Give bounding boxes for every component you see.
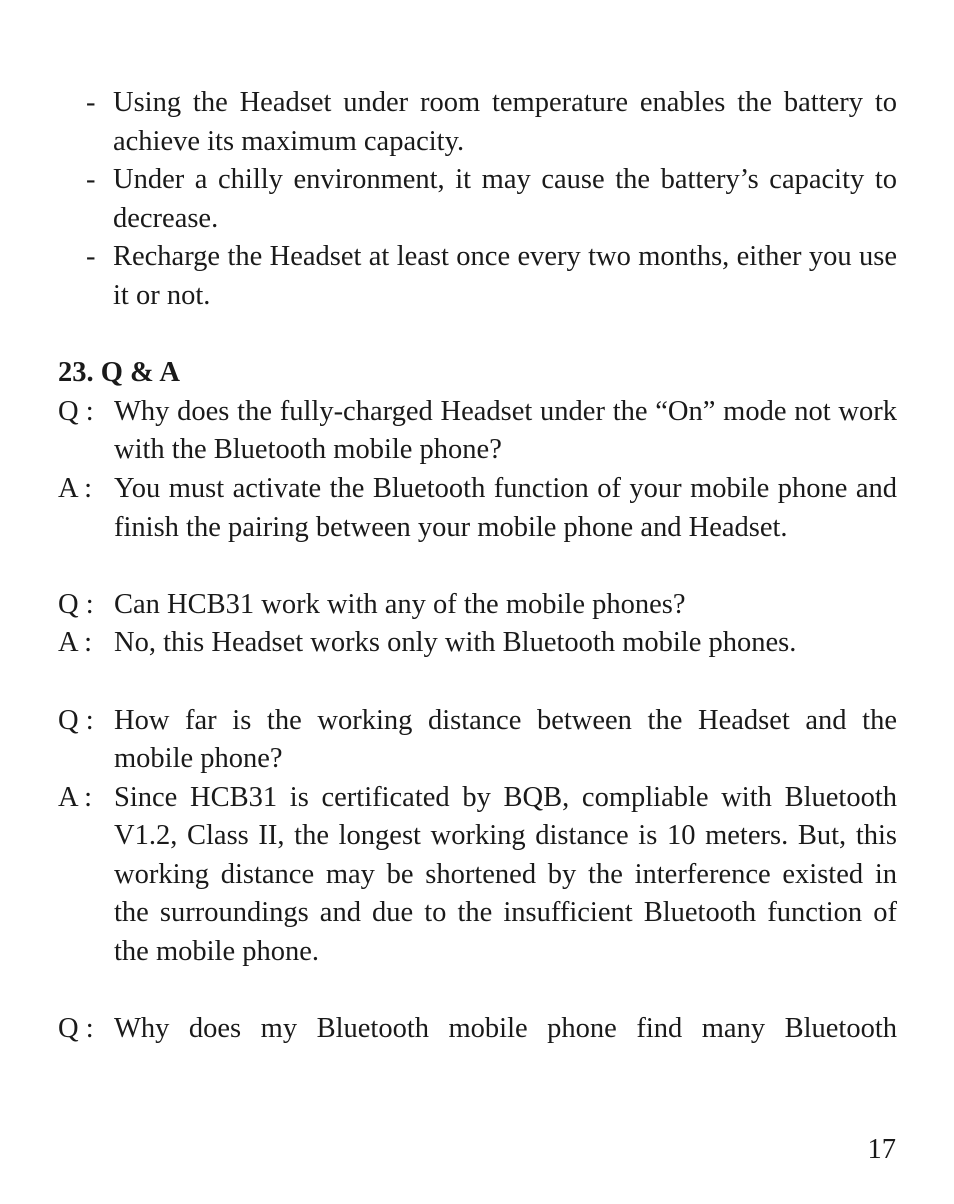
spacer — [58, 547, 897, 586]
question-label: Q : — [58, 704, 94, 736]
question-text: Why does my Bluetooth mobile phone find many Bluetooth — [114, 1013, 897, 1045]
question-label: Q : — [58, 1013, 94, 1045]
spacer — [58, 972, 897, 1011]
bullet-text: Under a chilly environment, it may cause the battery’s capacity to decrease. — [113, 164, 897, 234]
answer — [58, 779, 897, 972]
bullet-item — [58, 238, 897, 315]
bullet-item — [58, 161, 897, 238]
question-text: Can HCB31 work with any of the mobile phones? — [114, 588, 686, 620]
answer-label: A : — [58, 472, 93, 504]
bullet-text: Using the Headset under room temperature enables the battery to achieve its maximum capacity. — [113, 87, 897, 157]
answer-text: Since HCB31 is certificated by BQB, compliable with Bluetooth V1.2, Class II, the longest working distance is 10 meters. But, this working distance may be shortened by the interference existed in the surroundings and due to the insufficient Bluetooth function of the mobile phone. — [114, 781, 897, 968]
question-text: Why does the fully-charged Headset under the “On” mode not work with the Bluetooth mobile phone? — [114, 395, 897, 466]
answer-label: A : — [58, 627, 93, 659]
answer-label: A : — [58, 781, 93, 813]
question — [58, 393, 897, 470]
spacer — [58, 663, 897, 702]
answer-text: No, this Headset works only with Bluetooth mobile phones. — [114, 627, 797, 659]
question — [58, 586, 897, 625]
question-label: Q : — [58, 395, 94, 427]
bullet-item — [58, 84, 897, 161]
bullet-dash: - — [86, 241, 96, 273]
bullet-text: Recharge the Headset at least once every two months, either you use it or not. — [113, 241, 897, 311]
answer-text: You must activate the Bluetooth function of your mobile phone and finish the pairing between your mobile phone and Headset. — [114, 472, 897, 543]
bullet-dash: - — [86, 87, 96, 118]
spacer — [58, 316, 897, 355]
answer — [58, 624, 897, 663]
question — [58, 1010, 897, 1049]
question — [58, 702, 897, 779]
question-text: How far is the working distance between the Headset and the mobile phone? — [114, 704, 897, 775]
question-label: Q : — [58, 588, 94, 620]
page-number: 17 — [867, 1134, 896, 1165]
answer — [58, 470, 897, 547]
section-title: 23. Q & A — [58, 357, 180, 389]
document-page — [58, 84, 897, 1049]
bullet-dash: - — [86, 164, 96, 196]
